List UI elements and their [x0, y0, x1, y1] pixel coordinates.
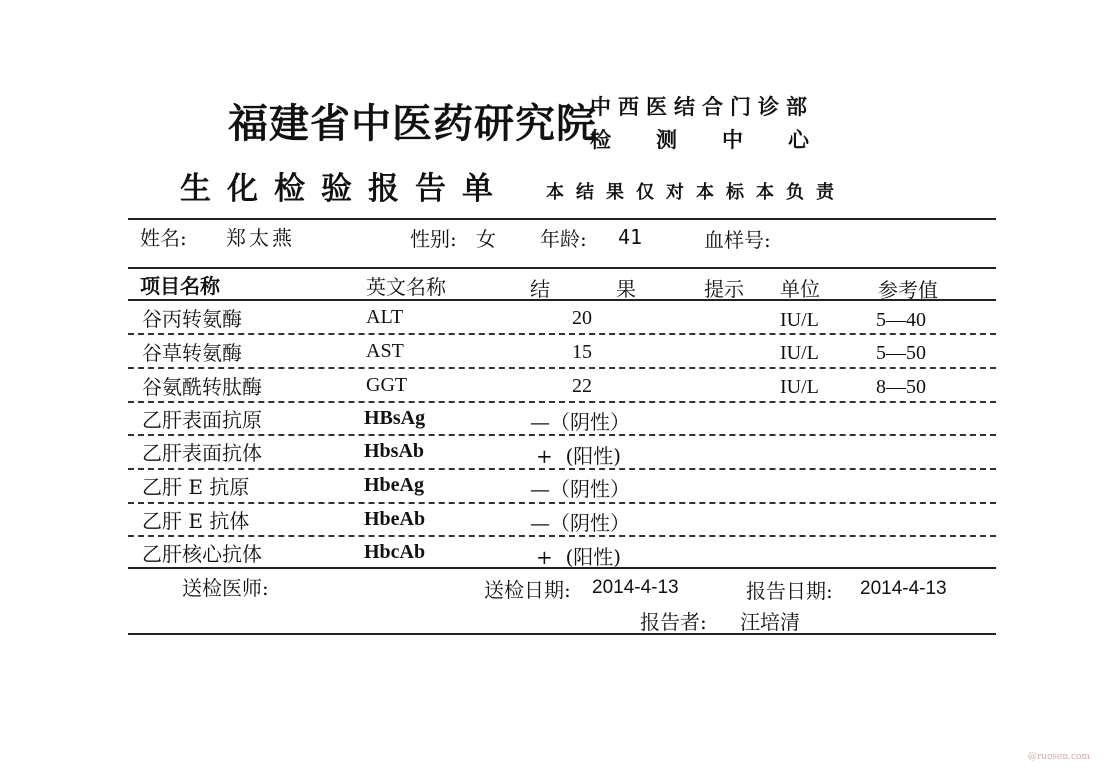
- row-english: HbsAb: [364, 440, 425, 462]
- row-divider: [128, 468, 996, 470]
- reporter-label: 报告者:: [640, 610, 707, 634]
- row-result: —（阴性）: [530, 410, 630, 434]
- row-english: HbeAg: [364, 474, 424, 496]
- row-reference: 8—50: [876, 376, 926, 398]
- header-rule: [128, 218, 996, 220]
- row-result: —（阴性）: [530, 477, 630, 501]
- row-result: 22: [572, 375, 592, 397]
- row-english: HBsAg: [364, 407, 426, 429]
- row-unit: IU/L: [780, 309, 819, 331]
- row-english: ALT: [366, 306, 404, 328]
- row-english: HbcAb: [364, 541, 426, 563]
- watermark: @ruosen.com: [1027, 752, 1090, 762]
- row-english: AST: [366, 340, 404, 362]
- row-item: 乙肝核心抗体: [142, 542, 262, 566]
- patient-gender: 女: [476, 227, 496, 251]
- disclaimer: 本结果仅对本标本负责: [546, 182, 846, 203]
- row-unit: IU/L: [780, 342, 819, 364]
- patient-age: 41: [618, 225, 643, 249]
- sample-number-label: 血样号:: [704, 228, 771, 252]
- age-label: 年龄:: [540, 227, 587, 251]
- row-item: 乙肝表面抗原: [142, 408, 262, 432]
- row-english: HbeAb: [364, 508, 426, 530]
- column-hint: 提示: [704, 277, 744, 301]
- column-english: 英文名称: [366, 275, 446, 299]
- row-reference: 5—50: [876, 342, 926, 364]
- row-item: 乙肝 E 抗原: [142, 475, 250, 499]
- row-result: —（阴性）: [530, 511, 630, 535]
- column-rule: [128, 299, 996, 301]
- report-date-label: 报告日期:: [746, 579, 833, 603]
- row-reference: 5—40: [876, 309, 926, 331]
- row-divider: [128, 333, 996, 335]
- row-item: 乙肝 E 抗体: [142, 509, 250, 533]
- row-result: + (阳性): [536, 545, 622, 569]
- reporter-name: 汪培清: [740, 610, 800, 634]
- row-divider: [128, 401, 996, 403]
- row-divider: [128, 535, 996, 537]
- name-label: 姓名:: [140, 226, 187, 250]
- column-unit: 单位: [780, 277, 820, 301]
- row-divider: [128, 502, 996, 504]
- row-unit: IU/L: [780, 376, 819, 398]
- submit-date: 2014-4-13: [592, 577, 679, 598]
- doctor-label: 送检医师:: [182, 576, 269, 600]
- row-result: + (阳性): [536, 444, 622, 468]
- report-title: 生化检验报告单: [180, 171, 509, 207]
- column-result-b: 果: [616, 277, 636, 301]
- submit-date-label: 送检日期:: [484, 578, 571, 602]
- row-result: 15: [572, 341, 592, 363]
- row-item: 谷氨酰转肽酶: [142, 375, 262, 399]
- patient-name: 郑太燕: [226, 226, 295, 250]
- column-reference: 参考值: [878, 278, 938, 302]
- row-item: 谷草转氨酶: [142, 341, 242, 365]
- center-name: 检测中心: [590, 127, 854, 152]
- info-rule: [128, 267, 996, 269]
- column-result-a: 结: [530, 277, 550, 301]
- footer-rule: [128, 633, 996, 635]
- column-item: 项目名称: [140, 274, 220, 298]
- row-divider: [128, 367, 996, 369]
- department-name: 中西医结合门诊部: [590, 94, 814, 119]
- institute-name: 福建省中医药研究院: [228, 100, 597, 147]
- row-english: GGT: [366, 374, 408, 396]
- row-divider: [128, 434, 996, 436]
- table-bottom-rule: [128, 567, 996, 569]
- report-date: 2014-4-13: [860, 578, 947, 599]
- row-item: 谷丙转氨酶: [142, 307, 242, 331]
- gender-label: 性别:: [410, 227, 457, 251]
- row-item: 乙肝表面抗体: [142, 441, 262, 465]
- row-result: 20: [572, 307, 592, 329]
